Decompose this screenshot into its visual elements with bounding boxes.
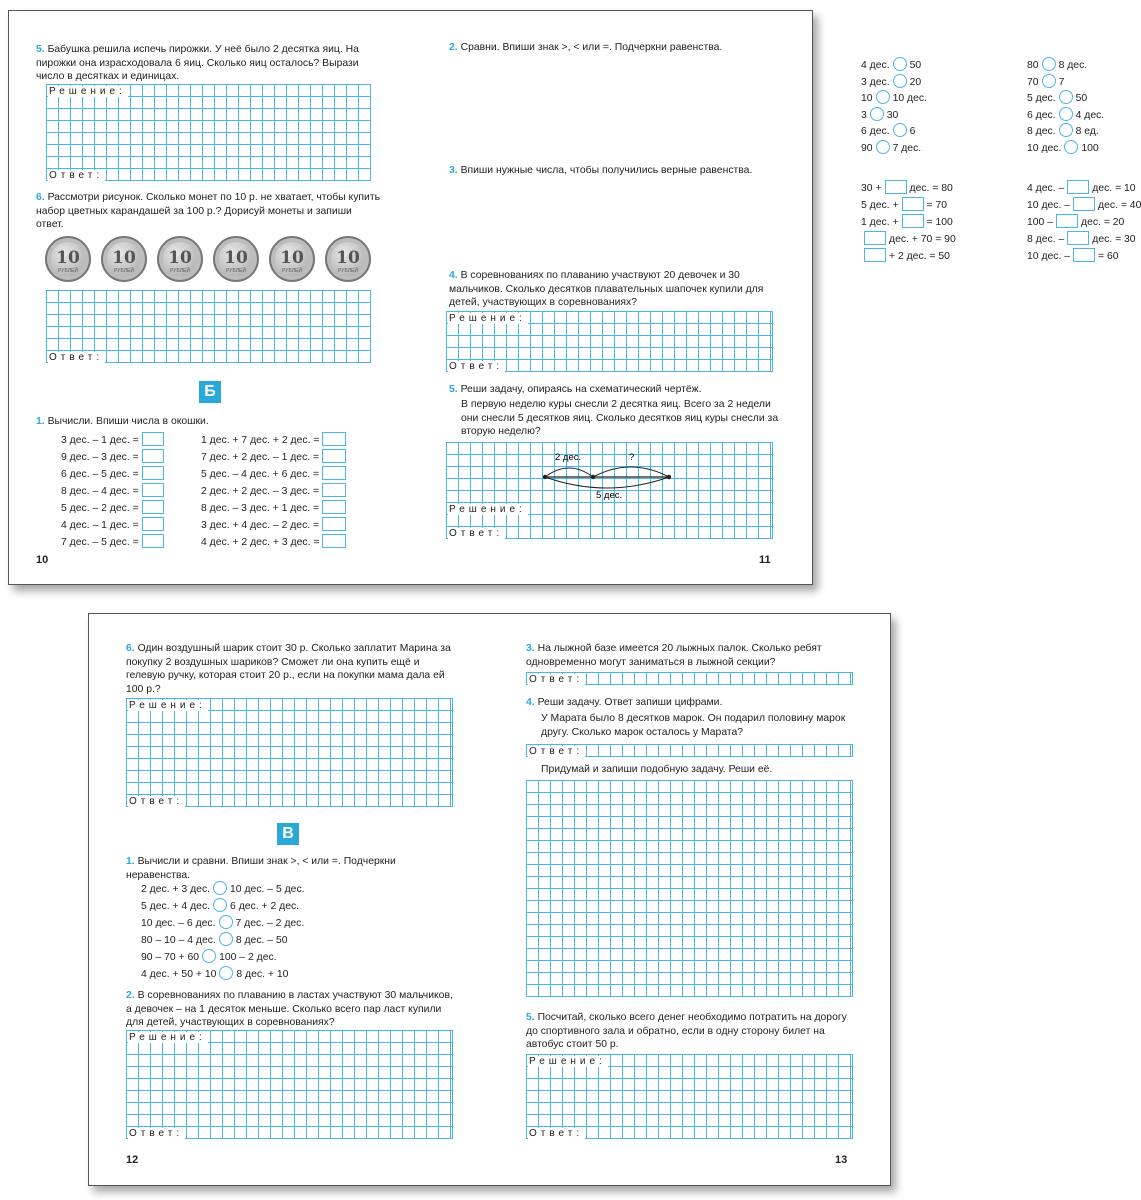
expr-text: 8 дес. – [1027,234,1065,245]
grid-answer[interactable] [526,672,853,685]
expr-text: дес. = 30 [1092,234,1136,245]
compare-row [1027,107,1104,123]
compare-circle[interactable] [893,123,907,137]
compare-circle[interactable] [213,881,227,895]
answer-label: Ответ: [129,796,184,807]
compare-row [1027,123,1099,139]
task-2: 2. В соревнованиях по плаванию в ластах участвуют 30 мальчиков, а девочек – на 1 десяток меньше. Сколько всего пар ласт купили для детей, участвующих в соревнованиях? [126,990,453,1028]
answer-label: Ответ: [529,746,584,757]
coin-icon: 10 РУБЛЕЙ [325,236,371,282]
expr-text: 10 дес. [892,93,927,104]
expr-text: 10 дес. – [1027,251,1071,262]
expr-text: 9 дес. – 3 дес. = [61,452,139,463]
task-3: 3. Впиши нужные числа, чтобы получились верные равенства. [449,165,753,176]
expr-text: 2 дес. + 3 дес. [141,884,211,895]
answer-box[interactable] [322,449,346,463]
expr-text: 6 дес. [1027,109,1056,121]
grid-solution[interactable] [446,442,773,539]
expr-text: 50 [1075,93,1088,104]
answer-box[interactable] [142,483,164,497]
expr-text: 6 дес. [861,126,890,137]
expr-text: 100 [1081,142,1099,154]
compare-row [861,90,941,106]
solution-label: Решение: [529,1056,606,1067]
answer-box[interactable] [322,466,346,480]
answer-box[interactable] [322,517,346,531]
expr-text: 6 дес. – 5 дес. = [61,469,139,480]
page-10 [9,11,409,584]
page-number: 11 [759,554,771,566]
exercise-row [61,466,167,482]
answer-box[interactable] [322,432,346,446]
page-number: 13 [835,1154,848,1166]
grid-solution[interactable] [526,1054,853,1139]
expr-text: = 100 [926,217,953,228]
section-badge: В [277,823,299,845]
expr-text: 8 дес. [1027,126,1056,137]
exercise-row [61,517,167,533]
exercise-row [201,449,349,465]
answer-box[interactable] [1073,197,1095,211]
equation-row [1027,197,1141,213]
expr-text: 10 дес. – [1027,200,1071,211]
compare-circle[interactable] [219,915,233,929]
compare-circle[interactable] [202,949,216,963]
page-number: 10 [36,554,49,566]
expr-text: 30 + [861,183,882,194]
section-badge: Б [199,381,221,403]
solution-label: Решение: [49,86,126,97]
answer-box[interactable] [1067,231,1089,245]
answer-box[interactable] [322,500,346,514]
expr-text: 1 дес. + [861,217,899,228]
expr-text: 5 дес. + [861,200,899,211]
compare-circle[interactable] [893,57,907,71]
scheme-label-b: ? [629,452,635,463]
expr-text: 4 дес. + 50 + 10 [141,969,217,980]
expr-text: 1 дес. + 7 дес. + 2 дес. = [201,435,320,446]
expr-text: 70 [1027,76,1039,88]
exercise-row [61,534,167,550]
expr-text: дес. = 40 [1098,200,1141,211]
answer-label: Ответ: [449,528,504,539]
expr-text: 80 – 10 – 4 дес. [141,935,216,946]
expr-text: 7 дес. + 2 дес. – 1 дес. = [201,452,320,463]
answer-label: Ответ: [49,170,104,181]
exercise-row [201,500,349,516]
compare-circle[interactable] [1042,74,1056,88]
answer-box[interactable] [142,466,164,480]
answer-box[interactable] [322,483,346,497]
compare-circle[interactable] [876,140,890,154]
answer-box[interactable] [142,432,164,446]
exercise-row [61,449,167,465]
spread-top [8,10,1141,585]
compare-row [861,74,941,90]
task-4: 4. Реши задачу. Ответ запиши цифрами. [526,697,723,708]
compare-circle[interactable] [219,932,233,946]
expr-text: 5 дес. – 2 дес. = [61,503,139,514]
task-4: 4. В соревнованиях по плаванию участвуют 20 девочек и 30 мальчиков. Сколько десятков плавательных шапочек купили для детей, участвующих в соревнованиях? [449,270,764,308]
task-5: 5. Посчитай, сколько всего денег необходимо потратить на дорогу до спортивного зала и обратно, если в одну сторону билет на автобус стоит 50 р. [526,1012,847,1050]
exercise-row [61,432,167,448]
expr-text: = 60 [1098,251,1119,262]
scheme-label-total: 5 дес. [596,490,623,501]
task-5: 5. Бабушка решила испечь пирожки. У неё было 2 десятка яиц. На пирожки она израсходовала 6 яиц. Сколько яиц осталось? Вырази число в десятках и единицах. [36,44,359,82]
grid-answer[interactable] [526,744,853,757]
grid-solution[interactable] [46,84,371,181]
expr-text: дес. + 70 = 90 [889,234,956,245]
grid-solution[interactable] [126,698,453,807]
expr-text: 7 дес. – 5 дес. = [61,537,139,548]
equation-row [861,197,947,213]
expr-text: 10 дес. – 5 дес. [230,884,305,895]
answer-box[interactable] [322,534,346,548]
compare-row [1027,140,1099,156]
answer-box[interactable] [142,449,164,463]
exercise-row [201,466,349,482]
answer-box[interactable] [142,500,164,514]
equation-row [861,214,953,230]
equation-row [1027,180,1136,196]
expr-text: 7 дес. [892,142,922,154]
answer-box[interactable] [864,231,886,245]
compare-circle[interactable] [1042,57,1056,71]
page-12 [89,614,489,1185]
equation-row [861,248,950,264]
expr-text: 8 дес. – 3 дес. + 1 дес. = [201,503,320,514]
expr-text: 4 дес. – [1027,183,1065,194]
answer-box[interactable] [142,534,164,548]
expr-text: 4 дес. – 1 дес. = [61,520,139,531]
answer-box[interactable] [1067,180,1089,194]
expr-text: 3 дес. – 1 дес. = [61,435,139,446]
task-5-body: В первую неделю куры снесли 2 десятка яиц. Всего за 2 недели они снесли 5 десятков яиц. Сколько десятков яиц куры снесли за вторую неделю? [461,399,779,437]
expr-text: 5 дес. + 4 дес. [141,901,211,912]
coin-icon: 10 РУБЛЕЙ [269,236,315,282]
exercise-row [61,483,167,499]
equation-row [861,180,953,196]
exercise-row [201,534,349,550]
expr-text: 6 [909,126,916,137]
expr-text: 5 дес. [1027,93,1056,104]
solution-label: Решение: [129,700,206,711]
expr-text: 90 – 70 + 60 [141,952,200,963]
page-11 [409,11,1141,584]
expr-text: 30 [886,109,899,121]
expr-text: 10 дес. [1027,142,1062,154]
expr-text: 10 [861,93,873,104]
expr-text: 4 дес. [1075,109,1105,121]
page-13 [489,614,892,1185]
compare-row [141,949,277,965]
equation-row [1027,214,1124,230]
answer-box[interactable] [885,180,907,194]
expr-text: дес. = 20 [1081,217,1125,228]
solution-label: Решение: [449,313,526,324]
expr-text: 100 – [1027,217,1054,228]
compare-row [141,915,304,931]
task-2: 2. Сравни. Впиши знак >, < или =. Подчеркни равенства. [449,42,723,53]
exercise-row [61,500,167,516]
task-3: 3. На лыжной базе имеется 20 лыжных палок. Сколько ребят одновременно могут заниматься в лыжной секции? [526,643,822,668]
compare-row [861,57,941,73]
compare-circle[interactable] [876,90,890,104]
expr-text: 3 дес. [861,76,890,88]
solution-label: Решение: [129,1032,206,1043]
exercise-row [201,483,349,499]
task-1: 1. Вычисли. Впиши числа в окошки. [36,416,209,427]
compare-circle[interactable] [1059,107,1073,121]
compare-row [141,881,305,897]
coin-icon: 10 РУБЛЕЙ [45,236,91,282]
grid-solution[interactable] [446,311,773,372]
expr-text: дес. = 10 [1092,183,1136,194]
compare-row [1027,74,1064,90]
compare-row [861,140,941,156]
coin-icon: 10 РУБЛЕЙ [213,236,259,282]
expr-text: 7 дес. – 2 дес. [235,918,305,929]
expr-text: 20 [909,76,922,88]
expr-text: 8 дес. + 10 [236,969,289,980]
answer-label: Ответ: [129,1128,184,1139]
expr-text: 3 [861,109,867,121]
expr-text: + 2 дес. = 50 [889,251,950,262]
exercise-row [201,517,349,533]
compare-row [141,932,288,948]
expr-text: 7 [1058,76,1065,88]
answer-label: Ответ: [49,352,104,363]
answer-box[interactable] [902,197,924,211]
answer-label: Ответ: [449,361,504,372]
page-number: 12 [126,1154,139,1166]
expr-text: 100 – 2 дес. [219,952,277,963]
compare-circle[interactable] [1064,140,1078,154]
scheme-diagram [541,451,676,499]
compare-circle[interactable] [213,898,227,912]
equation-row [1027,248,1119,264]
task-4-extra: Придумай и запиши подобную задачу. Реши её. [541,764,773,775]
compare-circle[interactable] [1059,90,1073,104]
compare-circle[interactable] [870,107,884,121]
expr-text: дес. = 80 [909,183,953,194]
expr-text: 8 дес. – 50 [235,935,288,946]
expr-text: 10 дес. – 6 дес. [141,918,216,929]
expr-text: = 70 [926,200,948,211]
equation-row [861,231,956,247]
compare-circle[interactable] [219,966,233,980]
expr-text: 90 [861,142,873,154]
expr-text: 80 [1027,60,1039,71]
solution-label: Решение: [449,504,526,515]
compare-row [1027,57,1087,73]
expr-text: 2 дес. + 2 дес. – 3 дес. = [201,486,320,497]
grid-answer[interactable] [46,290,371,363]
answer-box[interactable] [864,248,886,262]
answer-box[interactable] [1073,248,1095,262]
task-1: 1. Вычисли и сравни. Впиши знак >, < или =. Подчеркни неравенства. [126,856,396,881]
task-6: 6. Один воздушный шарик стоит 30 р. Сколько заплатит Марина за покупку 2 воздушных шариков? Сможет ли она купить ещё и гелевую ручку, которая стоит 20 р., если на покупки мама дала ей 100 р.? [126,643,451,695]
answer-box[interactable] [902,214,924,228]
compare-row [141,966,288,982]
expr-text: 3 дес. + 4 дес. – 2 дес. = [201,520,320,531]
task-5: 5. Реши задачу, опираясь на схематический чертёж. [449,384,702,395]
equation-row [1027,231,1136,247]
compare-row [861,107,941,123]
answer-label: Ответ: [529,674,584,685]
grid-free[interactable] [526,780,853,997]
spread-bottom [88,613,891,1186]
task-4-body: У Марата было 8 десятков марок. Он подарил половину марок другу. Сколько марок осталось у Марата? [541,713,846,738]
expr-text: 8 ед. [1075,126,1099,137]
expr-text: 50 [909,60,922,71]
compare-row [861,123,941,139]
exercise-row [201,432,349,448]
answer-label: Ответ: [529,1128,584,1139]
expr-text: 4 дес. [861,60,890,71]
task-6: 6. Рассмотри рисунок. Сколько монет по 10 р. не хватает, чтобы купить набор цветных карандашей за 100 р.? Дорисуй монеты и запиши ответ. [36,192,380,230]
compare-row [141,898,299,914]
expr-text: 6 дес. + 2 дес. [230,901,300,912]
expr-text: 4 дес. + 2 дес. + 3 дес. = [201,537,320,548]
expr-text: 5 дес. – 4 дес. + 6 дес. = [201,469,320,480]
compare-circle[interactable] [1059,123,1073,137]
compare-circle[interactable] [893,74,907,88]
answer-box[interactable] [142,517,164,531]
answer-box[interactable] [1056,214,1078,228]
expr-text: 8 дес. – 4 дес. = [61,486,139,497]
coin-icon: 10 РУБЛЕЙ [101,236,147,282]
scheme-label-a: 2 дес. [555,452,582,463]
compare-row [1027,90,1087,106]
expr-text: 8 дес. [1058,60,1088,71]
grid-solution[interactable] [126,1030,453,1139]
coin-icon: 10 РУБЛЕЙ [157,236,203,282]
